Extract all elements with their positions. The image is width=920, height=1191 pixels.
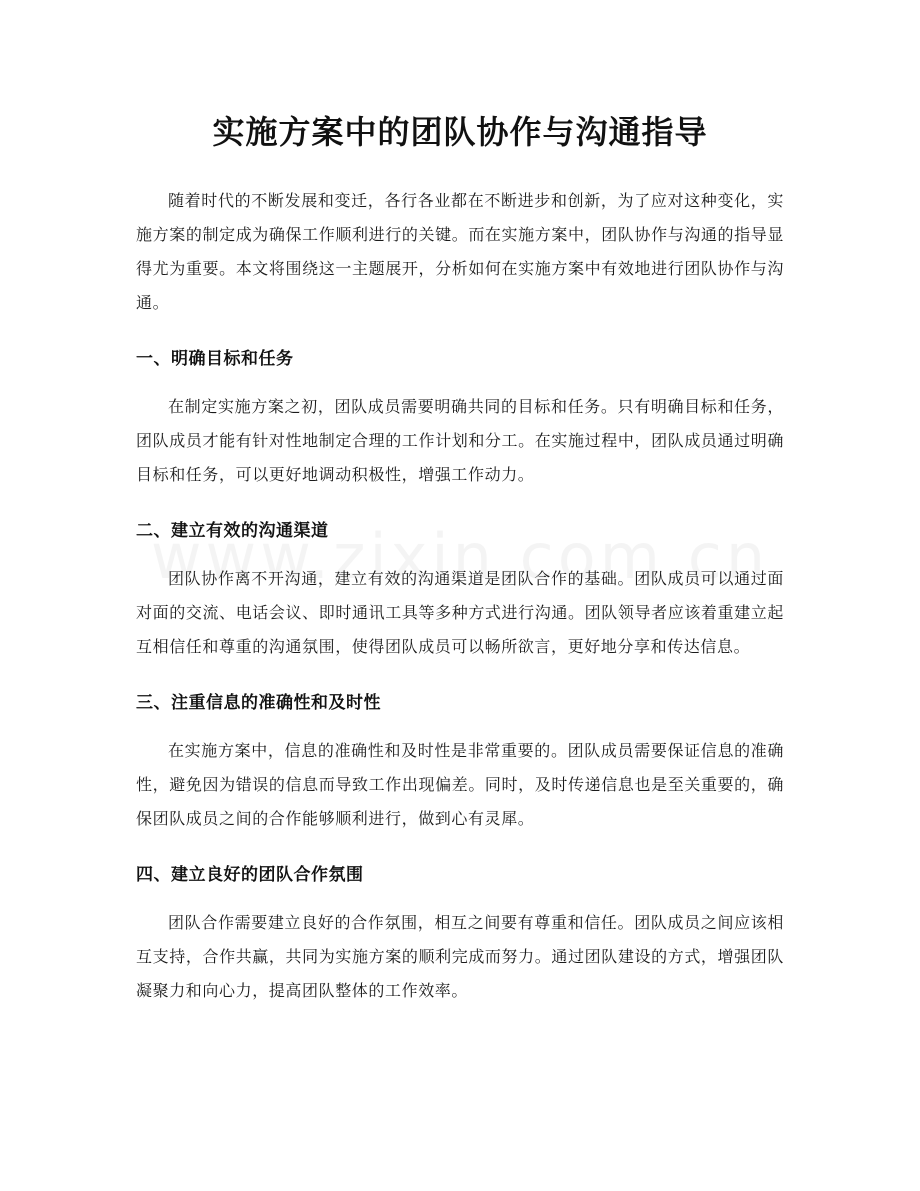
section-heading: 四、建立良好的团队合作氛围 — [136, 865, 364, 885]
document-page — [136, 108, 784, 1008]
section-paragraph: 团队协作离不开沟通，建立有效的沟通渠道是团队合作的基础。团队成员可以通过面对面的交流、电话会议、即时通讯工具等多种方式进行沟通。团队领导者应该着重建立起互相信任和尊重的沟通氛围，使得团队成员可以畅所欲言，更好地分享和传达信息。 — [136, 569, 784, 656]
document-title: 实施方案中的团队协作与沟通指导 — [212, 113, 708, 151]
intro-paragraph: 随着时代的不断发展和变迁，各行各业都在不断进步和创新，为了应对这种变化，实施方案的制定成为确保工作顺利进行的关键。而在实施方案中，团队协作与沟通的指导显得尤为重要。本文将围绕这一主题展开，分析如何在实施方案中有效地进行团队协作与沟通。 — [136, 191, 784, 312]
section-heading: 二、建立有效的沟通渠道 — [136, 521, 329, 541]
section-paragraph: 团队合作需要建立良好的合作氛围，相互之间要有尊重和信任。团队成员之间应该相互支持，合作共赢，共同为实施方案的顺利完成而努力。通过团队建设的方式，增强团队凝聚力和向心力，提高团队整体的工作效率。 — [136, 913, 784, 1000]
section-paragraph: 在实施方案中，信息的准确性和及时性是非常重要的。团队成员需要保证信息的准确性，避免因为错误的信息而导致工作出现偏差。同时，及时传递信息也是至关重要的，确保团队成员之间的合作能够顺利进行，做到心有灵犀。 — [136, 741, 784, 828]
section-heading: 三、注重信息的准确性和及时性 — [136, 693, 381, 713]
section-1 — [136, 342, 784, 492]
section-3 — [136, 686, 784, 836]
section-2 — [136, 514, 784, 664]
section-4 — [136, 858, 784, 1008]
section-paragraph: 在制定实施方案之初，团队成员需要明确共同的目标和任务。只有明确目标和任务，团队成员才能有针对性地制定合理的工作计划和分工。在实施过程中，团队成员通过明确目标和任务，可以更好地调动积极性，增强工作动力。 — [136, 397, 784, 484]
section-heading: 一、明确目标和任务 — [136, 349, 294, 369]
